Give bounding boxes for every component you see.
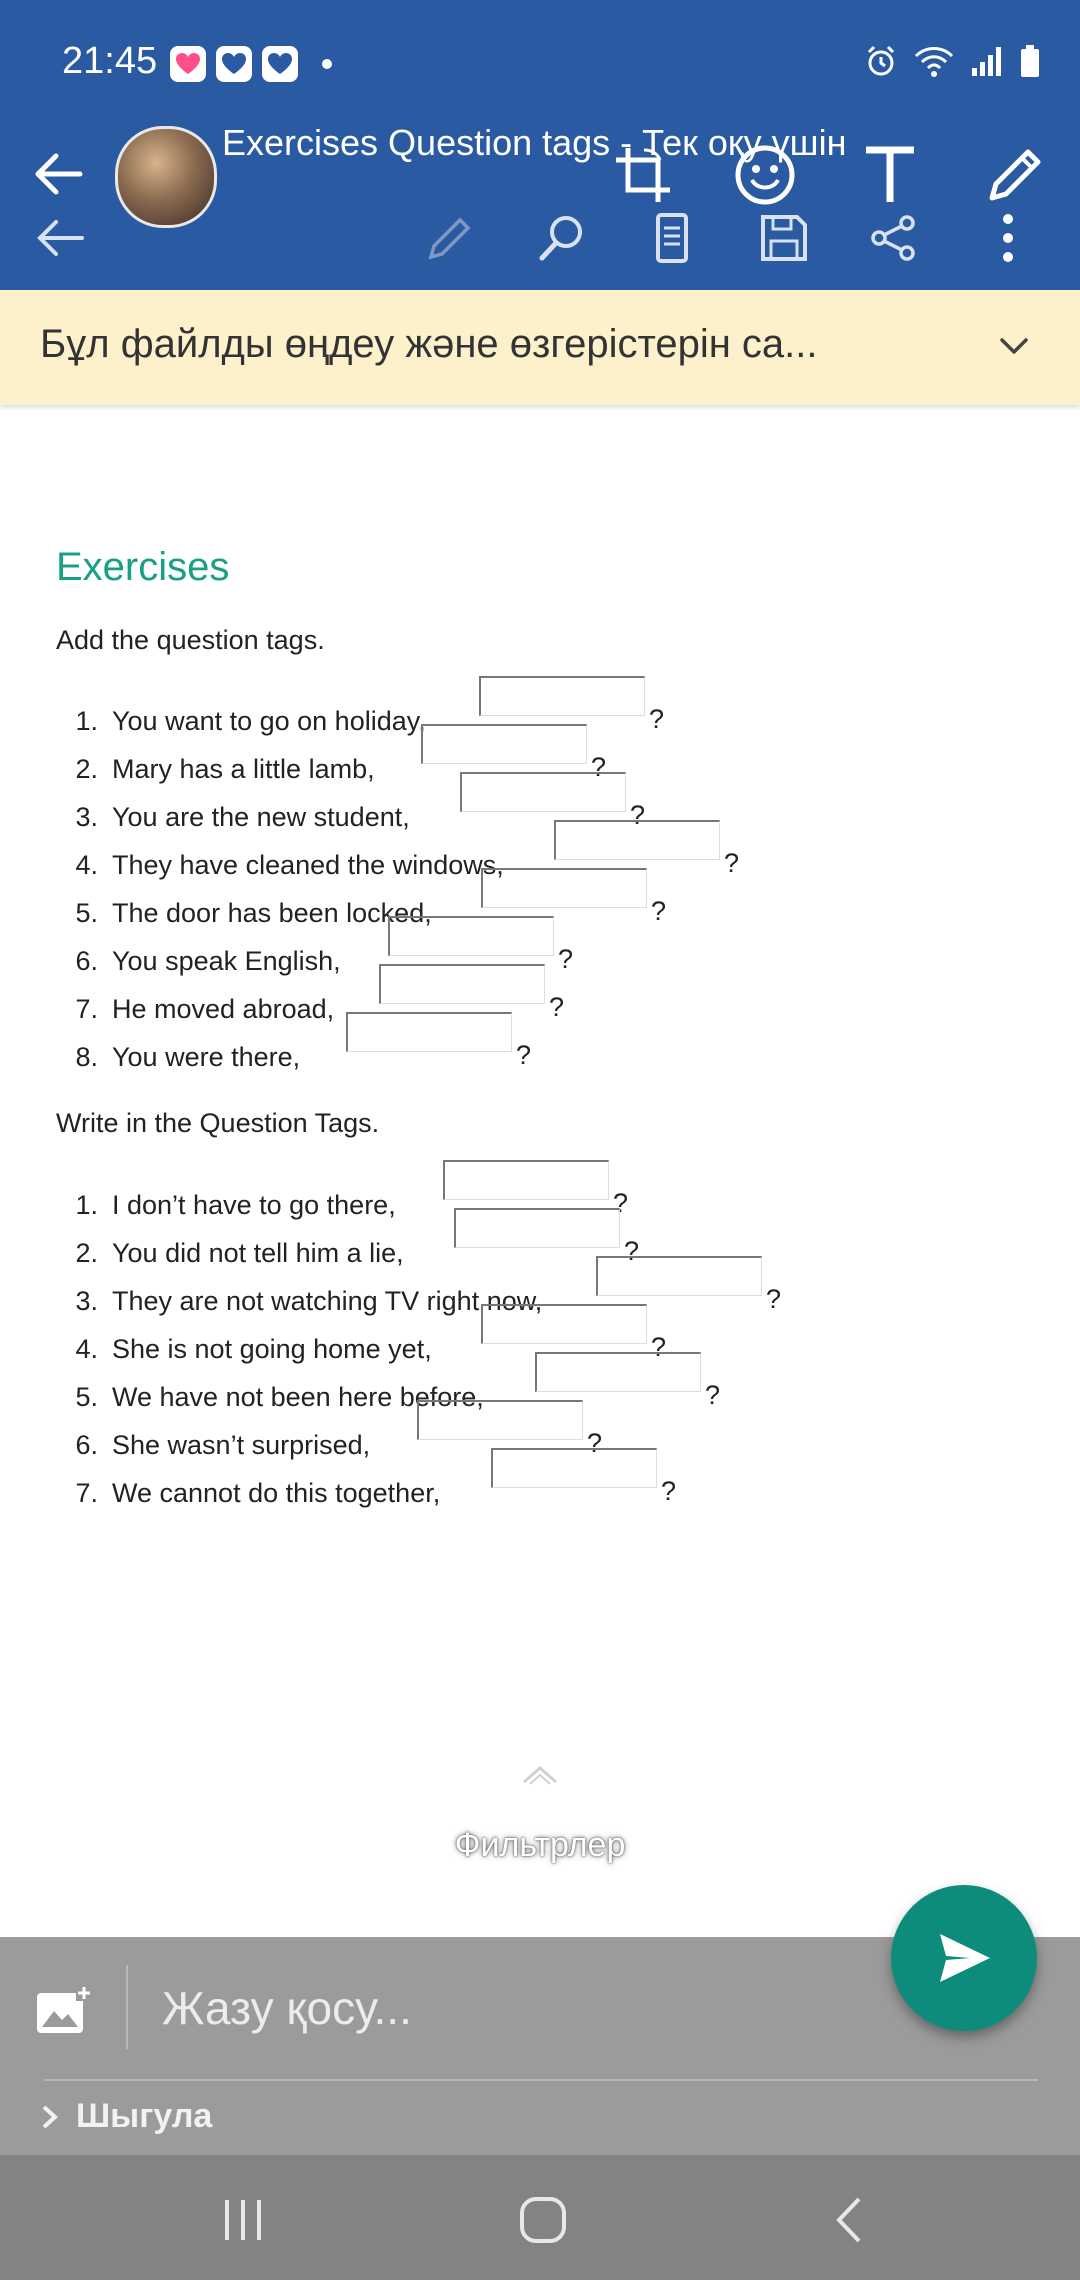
list-item xyxy=(56,802,410,846)
question-mark: ? xyxy=(651,1332,667,1362)
question-mark: ? xyxy=(630,800,646,830)
item-number: 3. xyxy=(75,1286,98,1316)
question-mark: ? xyxy=(705,1380,721,1410)
item-number: 2. xyxy=(75,1238,98,1268)
item-number: 4. xyxy=(75,1334,98,1364)
editor-toolbar xyxy=(0,110,1080,290)
list-item xyxy=(56,898,432,942)
avatar[interactable] xyxy=(115,126,217,228)
document-title: Exercises Question tags - Тек оқу үшін xyxy=(222,122,847,163)
question-mark: ? xyxy=(724,848,740,878)
item-number: 1. xyxy=(75,706,98,736)
item-number: 8. xyxy=(75,1042,98,1072)
item-text: They have cleaned the windows, xyxy=(112,850,504,880)
answer-box[interactable] xyxy=(346,1012,512,1052)
section1-instruction: Add the question tags. xyxy=(56,625,325,655)
item-text: You are the new student, xyxy=(112,802,410,832)
item-number: 5. xyxy=(75,1382,98,1412)
signal-icon xyxy=(970,44,1004,78)
answer-box[interactable] xyxy=(421,724,587,764)
exercises-title: Exercises xyxy=(56,545,230,589)
heart-notification-icon xyxy=(262,46,298,82)
send-icon xyxy=(934,1930,994,1986)
list-item xyxy=(56,1190,396,1234)
question-mark: ? xyxy=(651,896,667,926)
answer-box[interactable] xyxy=(481,1304,647,1344)
divider xyxy=(44,2079,1038,2081)
item-number: 4. xyxy=(75,850,98,880)
item-number: 6. xyxy=(75,946,98,976)
expand-label: Шыгула xyxy=(76,2097,213,2135)
recent-apps-icon[interactable] xyxy=(203,2185,283,2255)
likee-notification-icon xyxy=(170,46,206,82)
list-item xyxy=(56,1286,542,1330)
item-number: 7. xyxy=(75,994,98,1024)
item-text: She wasn’t surprised, xyxy=(112,1430,371,1460)
item-text: You did not tell him a lie, xyxy=(112,1238,404,1268)
text-icon[interactable] xyxy=(855,140,925,210)
question-mark: ? xyxy=(587,1428,603,1458)
caption-input[interactable] xyxy=(160,1967,864,2049)
more-vert-icon[interactable] xyxy=(978,206,1038,270)
answer-box[interactable] xyxy=(460,772,626,812)
answer-box[interactable] xyxy=(479,676,645,716)
battery-icon xyxy=(1020,44,1040,78)
item-text: You speak English, xyxy=(112,946,341,976)
pencil-icon[interactable] xyxy=(980,140,1050,210)
list-item xyxy=(56,1042,300,1086)
mobile-view-icon[interactable] xyxy=(640,206,704,270)
answer-box[interactable] xyxy=(491,1448,657,1488)
chevron-up-icon[interactable] xyxy=(518,1758,562,1793)
navigation-bar xyxy=(0,2155,1080,2280)
item-text: We cannot do this together, xyxy=(112,1478,441,1508)
answer-box[interactable] xyxy=(379,964,545,1004)
read-only-banner[interactable] xyxy=(0,290,1080,405)
question-mark: ? xyxy=(591,752,607,782)
divider xyxy=(126,1965,128,2049)
item-text: Mary has a little lamb, xyxy=(112,754,375,784)
chevron-right-icon xyxy=(40,2103,60,2131)
question-mark: ? xyxy=(624,1236,640,1266)
add-photo-icon[interactable] xyxy=(36,1985,92,2040)
pencil-icon[interactable] xyxy=(418,206,482,270)
filters-label[interactable]: Фильтрлер xyxy=(454,1826,626,1864)
item-text: The door has been locked, xyxy=(112,898,432,928)
list-item xyxy=(56,946,341,990)
save-icon[interactable] xyxy=(752,206,816,270)
item-number: 7. xyxy=(75,1478,98,1508)
expand-row[interactable] xyxy=(40,2097,212,2136)
item-text: You were there, xyxy=(112,1042,301,1072)
emoji-icon[interactable] xyxy=(730,140,800,210)
banner-text: Бұл файлды өңдеу және өзгерістерін са... xyxy=(40,322,818,366)
item-number: 6. xyxy=(75,1430,98,1460)
item-text: I don’t have to go there, xyxy=(112,1190,396,1220)
notification-icons xyxy=(170,46,332,82)
item-text: She is not going home yet, xyxy=(112,1334,432,1364)
answer-box[interactable] xyxy=(443,1160,609,1200)
answer-box[interactable] xyxy=(481,868,647,908)
answer-box[interactable] xyxy=(596,1256,762,1296)
question-mark: ? xyxy=(766,1284,782,1314)
search-icon[interactable] xyxy=(530,206,594,270)
back-arrow-icon[interactable] xyxy=(30,208,90,268)
list-item xyxy=(56,1430,370,1474)
question-mark: ? xyxy=(649,704,665,734)
more-notifications-dot-icon xyxy=(322,59,332,69)
item-text: He moved abroad, xyxy=(112,994,335,1024)
question-mark: ? xyxy=(549,992,565,1022)
system-status-icons xyxy=(864,44,1040,78)
question-mark: ? xyxy=(516,1040,532,1070)
answer-box[interactable] xyxy=(417,1400,583,1440)
home-icon[interactable] xyxy=(503,2185,583,2255)
answer-box[interactable] xyxy=(535,1352,701,1392)
answer-box[interactable] xyxy=(388,916,554,956)
heart-notification-icon xyxy=(216,46,252,82)
answer-box[interactable] xyxy=(454,1208,620,1248)
send-button[interactable] xyxy=(891,1885,1037,2031)
status-bar xyxy=(0,0,1080,110)
list-item xyxy=(56,1478,440,1522)
list-item xyxy=(56,754,375,798)
status-time: 21:45 xyxy=(62,40,158,82)
item-text: You want to go on holiday, xyxy=(112,706,426,736)
section2-instruction: Write in the Question Tags. xyxy=(56,1108,380,1138)
list-item xyxy=(56,850,504,894)
question-mark: ? xyxy=(661,1476,677,1506)
question-mark: ? xyxy=(558,944,574,974)
item-number: 3. xyxy=(75,802,98,832)
item-number: 5. xyxy=(75,898,98,928)
back-icon[interactable] xyxy=(808,2185,888,2255)
item-text: We have not been here before, xyxy=(112,1382,484,1412)
share-icon[interactable] xyxy=(862,206,926,270)
item-text: They are not watching TV right now, xyxy=(112,1286,543,1316)
wifi-icon xyxy=(914,44,954,78)
item-number: 1. xyxy=(75,1190,98,1220)
answer-box[interactable] xyxy=(554,820,720,860)
question-mark: ? xyxy=(613,1188,629,1218)
item-number: 2. xyxy=(75,754,98,784)
crop-rotate-icon[interactable] xyxy=(608,140,678,210)
alarm-icon xyxy=(864,44,898,78)
chevron-down-icon[interactable] xyxy=(996,328,1032,369)
list-item xyxy=(56,706,426,750)
back-arrow-icon[interactable] xyxy=(26,142,90,206)
list-item xyxy=(56,994,334,1038)
document-page[interactable] xyxy=(0,410,1080,1935)
list-item xyxy=(56,1238,404,1282)
list-item xyxy=(56,1334,432,1378)
